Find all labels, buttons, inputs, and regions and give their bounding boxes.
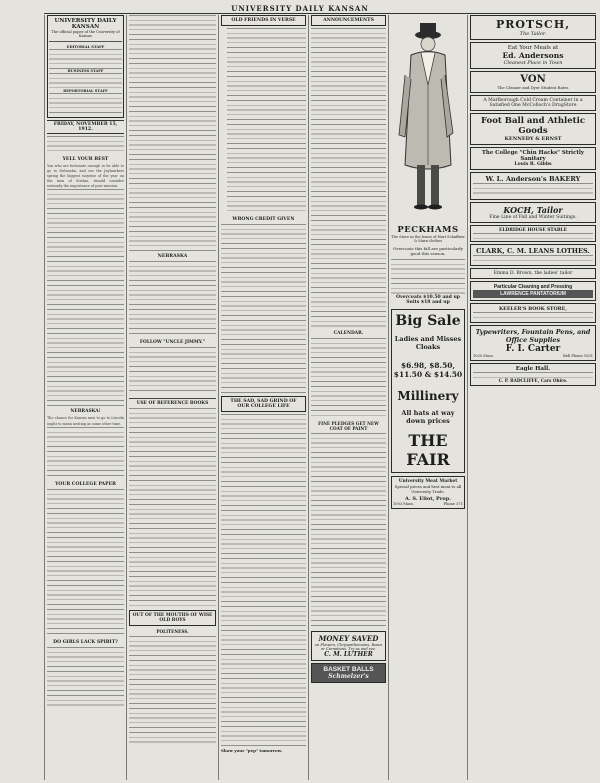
board-business: BUSINESS STAFF bbox=[67, 69, 104, 73]
cloak-prices: $6.98, $8.50, $11.50 & $14.50 bbox=[393, 361, 463, 379]
basketballs-ad bbox=[311, 663, 386, 683]
eagle-hall: Eagle Hall. bbox=[515, 366, 551, 372]
schmelzer-logo: Schmelzer's bbox=[328, 673, 369, 680]
millinery: Millinery bbox=[397, 389, 459, 403]
girls-spirit-headline: DO GIRLS LACK SPIRIT? bbox=[53, 639, 118, 645]
verse-box bbox=[221, 15, 306, 26]
running-head: UNIVERSITY DAILY KANSAN bbox=[231, 4, 369, 13]
money-saved: MONEY SAVED bbox=[318, 634, 379, 643]
chin-hacks: The College "Chin Hacks" Strictly Sanitary bbox=[481, 150, 585, 162]
man-in-overcoat-icon bbox=[391, 15, 465, 225]
protsch-name: PROTSCH, bbox=[495, 18, 571, 31]
clark-name: CLARK, C. M. LEANS LOTHES. bbox=[476, 247, 590, 255]
eldridge-ad bbox=[470, 225, 596, 242]
carter-ad bbox=[470, 325, 596, 361]
column-5 bbox=[391, 15, 465, 780]
board-editorial: EDITORIAL STAFF bbox=[66, 45, 105, 49]
meat-market-name: University Meat Market bbox=[398, 479, 458, 484]
column-rule-1 bbox=[126, 15, 127, 780]
eat-line: Eat Your Meals at bbox=[507, 45, 559, 51]
andersons-ad bbox=[470, 42, 596, 69]
mouths-box bbox=[129, 610, 216, 626]
peckhams-sub: The Store in the home of Hart Schaffner & Marx clothes bbox=[391, 235, 465, 243]
ladies-cloaks: Ladies and Misses Cloaks bbox=[394, 335, 462, 351]
column-3 bbox=[221, 15, 306, 780]
credit-headline: WRONG CREDIT GIVEN bbox=[232, 217, 295, 222]
carter-name: F. I. Carter bbox=[505, 344, 561, 354]
koch-ad bbox=[470, 202, 596, 223]
yell-end: NEBRASKA! bbox=[70, 409, 101, 415]
masthead-title: UNIVERSITY DAILY KANSAN bbox=[54, 18, 117, 30]
peckhams-name: PECKHAMS bbox=[397, 225, 459, 235]
keeler-name: KEELER'S BOOK STORE, bbox=[499, 306, 567, 312]
yell-lead: You who are fortunate enough to be able to go to Nebraska, and see the Jayhawkers spring the biggest surprise of the year on the men of Stiehm, should consider seriously the importance of your mission. bbox=[47, 164, 124, 189]
koch-suitings: Fine Line of Fall and Winter Suitings. bbox=[489, 215, 577, 220]
basketballs-headline: BASKET BALLS bbox=[323, 666, 374, 673]
football-goods: Foot Ball and Athletic Goods bbox=[480, 116, 585, 136]
bakery-name: W. L. Anderson's BAKERY bbox=[485, 175, 581, 183]
bakery-ad bbox=[470, 172, 596, 200]
von-ad bbox=[470, 71, 596, 93]
the-fair-ad bbox=[391, 309, 465, 473]
board-reportorial: REPORTORIAL STAFF bbox=[63, 89, 108, 93]
column-rule-2 bbox=[218, 15, 219, 780]
sad-grind-box bbox=[221, 396, 306, 412]
radcliffe-name: C. P. RADCLIFFE, Cars Ohire. bbox=[498, 378, 568, 383]
column-1 bbox=[47, 15, 124, 780]
mouths-headline: OUT OF THE MOUTHS OF WISE OLD BOYS bbox=[132, 613, 213, 623]
verse-headline: OLD FRIENDS IN VERSE bbox=[231, 18, 296, 23]
running-head-rule bbox=[44, 13, 596, 14]
kennedy-ad bbox=[470, 113, 596, 145]
particular-cleaning: Particular Cleaning and Pressing bbox=[493, 284, 573, 290]
von-name: VON bbox=[520, 74, 546, 85]
florist-name: C. M. LUTHER bbox=[324, 651, 373, 658]
sad-grind-headline: THE SAD, SAD GRIND OF OUR COLLEGE LIFE bbox=[230, 399, 297, 409]
column-6 bbox=[470, 15, 596, 780]
kennedy-name: KENNEDY & ERNST bbox=[504, 136, 562, 142]
politeness-headline: POLITENESS. bbox=[156, 629, 189, 634]
andersons-name: Ed. Andersons bbox=[502, 51, 564, 60]
protsch-sub: The Tailor. bbox=[519, 31, 547, 37]
masthead-subtitle: The official paper of the University of Kansas bbox=[51, 30, 120, 38]
mccolloch-ad bbox=[470, 95, 596, 111]
column-rule-5 bbox=[467, 15, 468, 780]
left-margin-rule bbox=[44, 15, 45, 780]
brown-name: Emma D. Brown, the ladies' tailor bbox=[493, 271, 573, 276]
brown-ad bbox=[470, 268, 596, 279]
meat-market-sub: Special prices and best meat to all University Trade. bbox=[394, 484, 462, 494]
typewriters: Typewriters, Fountain Pens, and Office Supplies bbox=[475, 328, 591, 344]
overcoat-prices: Overcoats $10.50 and up Suits $18 and up bbox=[395, 295, 461, 305]
protsch-ad bbox=[470, 15, 596, 40]
gibbs-name: Louis R. Gibbs bbox=[514, 162, 552, 167]
yell-headline: YELL YOUR BEST bbox=[62, 157, 109, 162]
show-pep-line: Show your "pep" tomorrow. bbox=[221, 748, 283, 753]
koch-name: KOCH, Tailor bbox=[503, 205, 563, 215]
pantatorium-ad bbox=[470, 281, 596, 301]
von-sub: The Cleaner and Dyer Student Rates bbox=[497, 85, 569, 90]
dateline: FRIDAY, NOVEMBER 15, 1912. bbox=[47, 120, 124, 134]
column-2 bbox=[129, 15, 216, 780]
column-4 bbox=[311, 15, 386, 780]
reference-headline: USE OF REFERENCE BOOKS bbox=[129, 398, 216, 406]
nebraska-headline: NEBRASKA bbox=[157, 254, 188, 259]
column-rule-3 bbox=[308, 15, 309, 780]
cleanest-line: Cleanest Place in Town bbox=[503, 60, 563, 66]
meat-market-prop: A. S. Eliot, Prop. bbox=[405, 496, 451, 502]
hats-sale: All hats at way down prices bbox=[401, 409, 455, 425]
masthead bbox=[47, 15, 124, 118]
flowers-ad bbox=[311, 631, 386, 661]
keeler-ad bbox=[470, 303, 596, 323]
meat-market-ad bbox=[391, 476, 465, 509]
money-sub: on Flowers, Chrysanthemums, Roses or Carnations. Try us and see. bbox=[314, 643, 383, 651]
clark-ad bbox=[470, 244, 596, 266]
big-sale: Big Sale bbox=[395, 313, 461, 329]
mccolloch-text: A Marlborough Cold Cream Container in a Satisfied One McColloch's DrugStore bbox=[483, 98, 583, 108]
gibbs-ad bbox=[470, 147, 596, 170]
meat-market-phone: Phone 371 bbox=[443, 502, 463, 506]
follow-headline: FOLLOW "UNCLE JIMMY." bbox=[139, 340, 206, 345]
chance-text: The chance for Kansas men to go to Lincoln ought to mean inviting as some other time. bbox=[47, 416, 124, 426]
college-paper-headline: YOUR COLLEGE PAPER bbox=[55, 481, 116, 487]
peckhams-copy: Overcoats this fall are particularly good this season. bbox=[393, 246, 463, 256]
calendar-headline: CALENDAR. bbox=[333, 331, 364, 336]
announcements-box bbox=[311, 15, 386, 26]
announcements-headline: ANNOUNCEMENTS bbox=[323, 18, 374, 23]
overcoat-illustration bbox=[391, 15, 465, 225]
column-rule-4 bbox=[388, 15, 389, 780]
eagle-hall-ad bbox=[470, 363, 596, 386]
the-fair-name: THE FAIR bbox=[406, 431, 450, 469]
pledges-headline: FINE PLEDGES GET NEW COAT OF PAINT bbox=[318, 421, 379, 431]
meat-market-address: 1003 Mass. bbox=[393, 502, 414, 506]
carter-address: 1025 Mass. bbox=[473, 354, 494, 358]
pantatorium-name: LAWRENCE PANTATORIUM bbox=[473, 290, 593, 298]
eldridge-name: ELDRIDGE HOUSE STABLE bbox=[499, 228, 567, 233]
carter-phone: Bell Phone 1051 bbox=[563, 354, 593, 358]
